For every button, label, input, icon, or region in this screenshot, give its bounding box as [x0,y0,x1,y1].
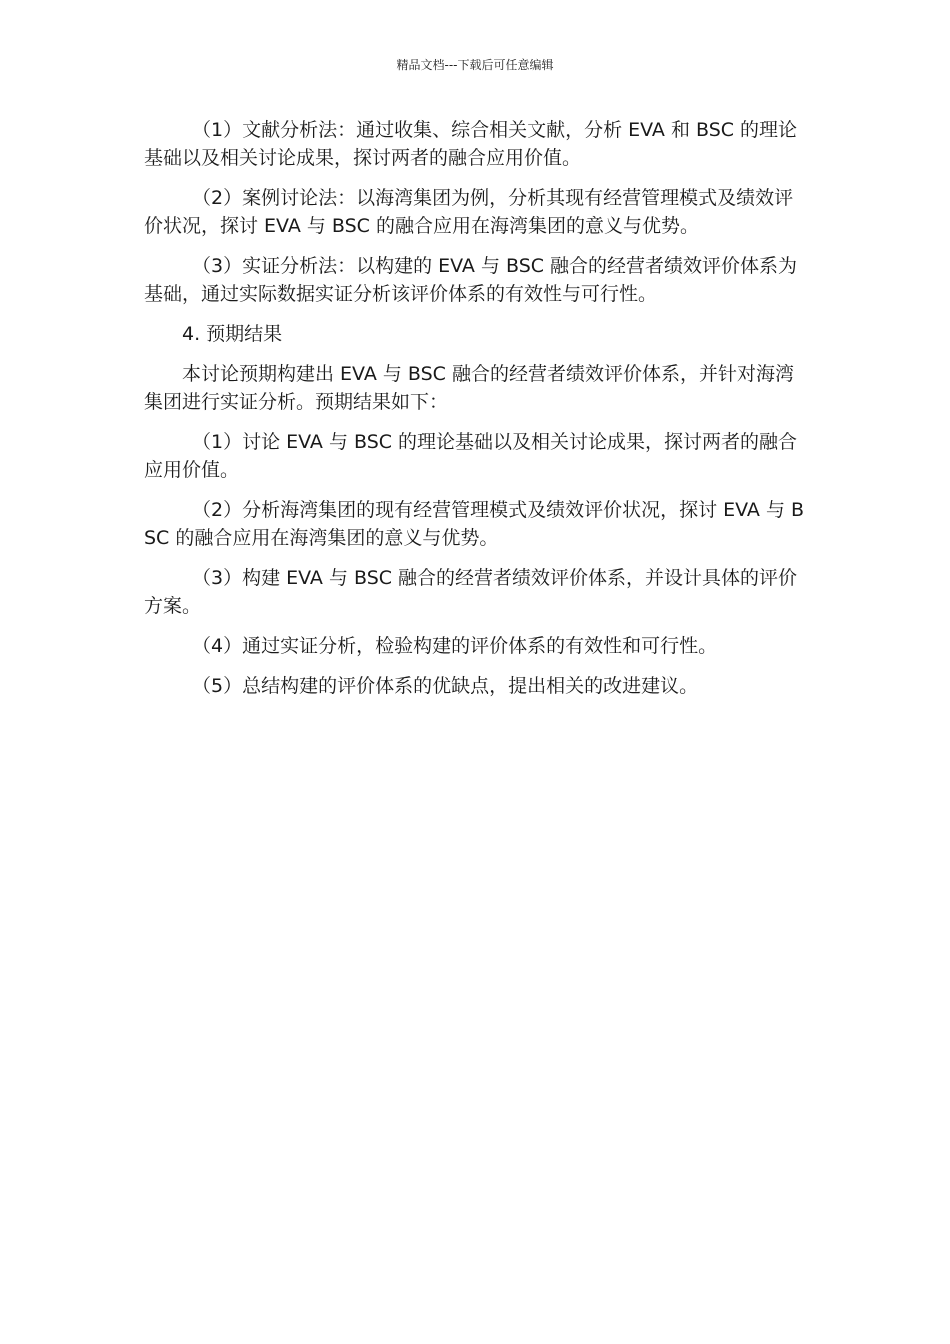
page-header: 精品文档---下载后可任意编辑 [396,58,554,72]
expected-result-4: （4）通过实证分析，检验构建的评价体系的有效性和可行性。 [192,635,718,657]
document-body [144,116,806,712]
expected-results-intro: 本讨论预期构建出 EVA 与 BSC 融合的经营者绩效评价体系，并针对海湾集团进行实证分析。预期结果如下： [144,363,794,413]
expected-result-3: （3）构建 EVA 与 BSC 融合的经营者绩效评价体系，并设计具体的评价方案。 [144,567,798,617]
section-heading-expected-results: 4. 预期结果 [182,323,283,345]
method-case-study: （2）案例讨论法：以海湾集团为例，分析其现有经营管理模式及绩效评价状况，探讨 EVA 与 BSC 的融合应用在海湾集团的意义与优势。 [144,187,794,237]
expected-result-2: （2）分析海湾集团的现有经营管理模式及绩效评价状况，探讨 EVA 与 BSC 的融合应用在海湾集团的意义与优势。 [144,499,805,549]
method-empirical-analysis: （3）实证分析法：以构建的 EVA 与 BSC 融合的经营者绩效评价体系为基础，通过实际数据实证分析该评价体系的有效性与可行性。 [144,255,798,305]
expected-result-1: （1）讨论 EVA 与 BSC 的理论基础以及相关讨论成果，探讨两者的融合应用价值。 [144,431,798,481]
expected-result-5: （5）总结构建的评价体系的优缺点，提出相关的改进建议。 [192,675,699,697]
method-literature-analysis: （1）文献分析法：通过收集、综合相关文献，分析 EVA 和 BSC 的理论基础以及相关讨论成果，探讨两者的融合应用价值。 [144,119,798,169]
